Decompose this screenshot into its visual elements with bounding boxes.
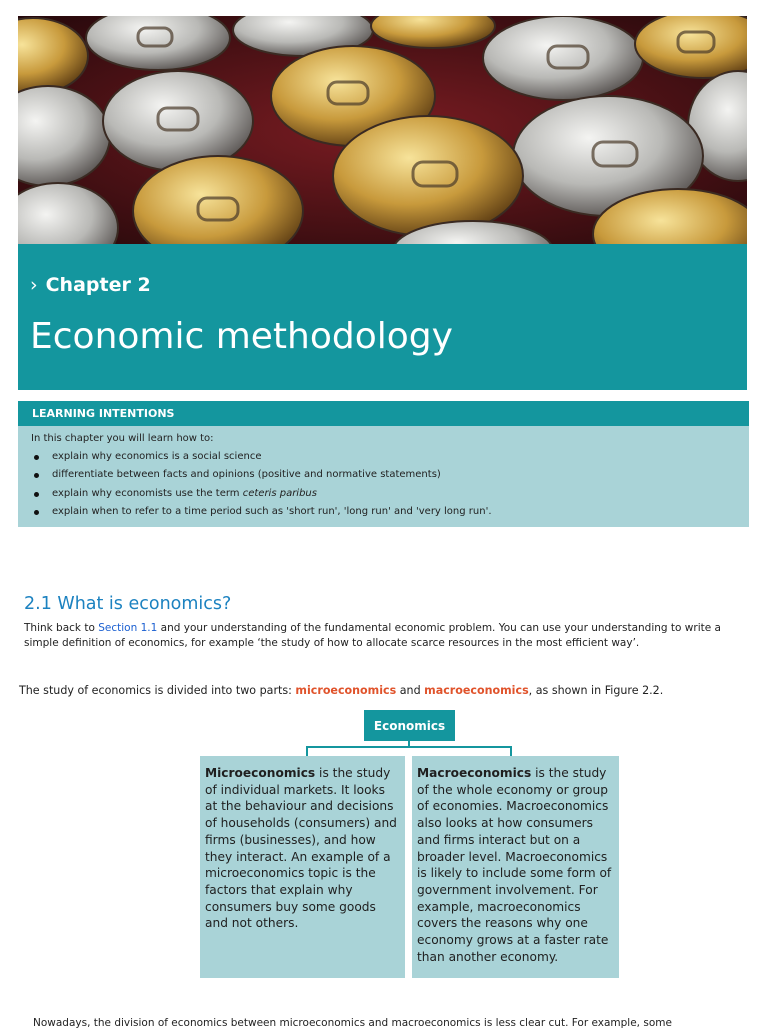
microeconomics-card [200, 756, 405, 978]
para1-text-rest: and your understanding of the fundamental economic problem. You can use your understanding to write a simple definition of economics, for example ‘the study of how to allocate scarce resources in the most efficient way’. [24, 622, 721, 649]
macroeconomics-term: Macroeconomics [417, 766, 532, 780]
learning-intentions-body [18, 426, 749, 522]
hero-image-drink-cans [18, 16, 747, 244]
learning-intentions-box [18, 401, 749, 527]
economics-root-box: Economics [364, 710, 455, 741]
macroeconomics-card [412, 756, 619, 978]
macroeconomics-description: is the study of the whole economy or group of economies. Macroeconomics also looks at how consumers and firms interact but on a broader level. Macroeconomics is likely to include some form of government involvement. For example, macroeconomics covers the reasons why one economy grows at a faster rate than another economy. [417, 766, 612, 964]
connector-horizontal [306, 746, 512, 748]
section-heading: 2.1 What is economics? [24, 594, 232, 614]
learning-intentions-list [31, 448, 737, 522]
para2-text: The study of economics is divided into two parts: [19, 684, 296, 697]
list-item: explain why economics is a social science [31, 448, 737, 466]
connector-left-drop [306, 746, 308, 756]
microeconomics-description: is the study of individual markets. It looks at the behaviour and decisions of households (consumers) and firms (businesses), and how they interact. An example of a microeconomics topic is the factors that explain why consumers buy some goods and not others. [205, 766, 397, 931]
learning-intentions-intro: In this chapter you will learn how to: [31, 433, 214, 444]
keyword-microeconomics[interactable]: microeconomics [295, 684, 397, 697]
chapter-label [30, 274, 151, 296]
intro-paragraph [24, 621, 754, 651]
microeconomics-term: Microeconomics [205, 766, 316, 780]
list-item: explain when to refer to a time period such as 'short run', 'long run' and 'very long run'. [31, 503, 737, 521]
chevron-right-icon: › [30, 274, 38, 296]
can-tops-illustration [18, 16, 747, 244]
list-item: differentiate between facts and opinions (positive and normative statements) [31, 466, 737, 484]
chapter-title: Economic methodology [30, 316, 453, 357]
para1-text: Think back to [24, 622, 99, 634]
para2-joiner: and [396, 684, 425, 697]
para2-text-rest: , as shown in Figure 2.2. [528, 684, 664, 697]
division-paragraph [19, 683, 754, 699]
section-1-1-link[interactable]: Section 1.1 [98, 622, 158, 634]
ceteris-paribus-term: ceteris paribus [242, 487, 317, 499]
keyword-macroeconomics[interactable]: macroeconomics [424, 684, 529, 697]
chapter-number: Chapter 2 [45, 274, 151, 296]
continuation-paragraph: Nowadays, the division of economics between microeconomics and macroeconomics is less clear cut. For example, some [33, 1017, 672, 1029]
connector-right-drop [510, 746, 512, 756]
learning-intentions-heading: LEARNING INTENTIONS [18, 401, 749, 426]
list-item: explain why economists use the term ceteris paribus [31, 485, 737, 503]
chapter-header-band [18, 244, 747, 390]
